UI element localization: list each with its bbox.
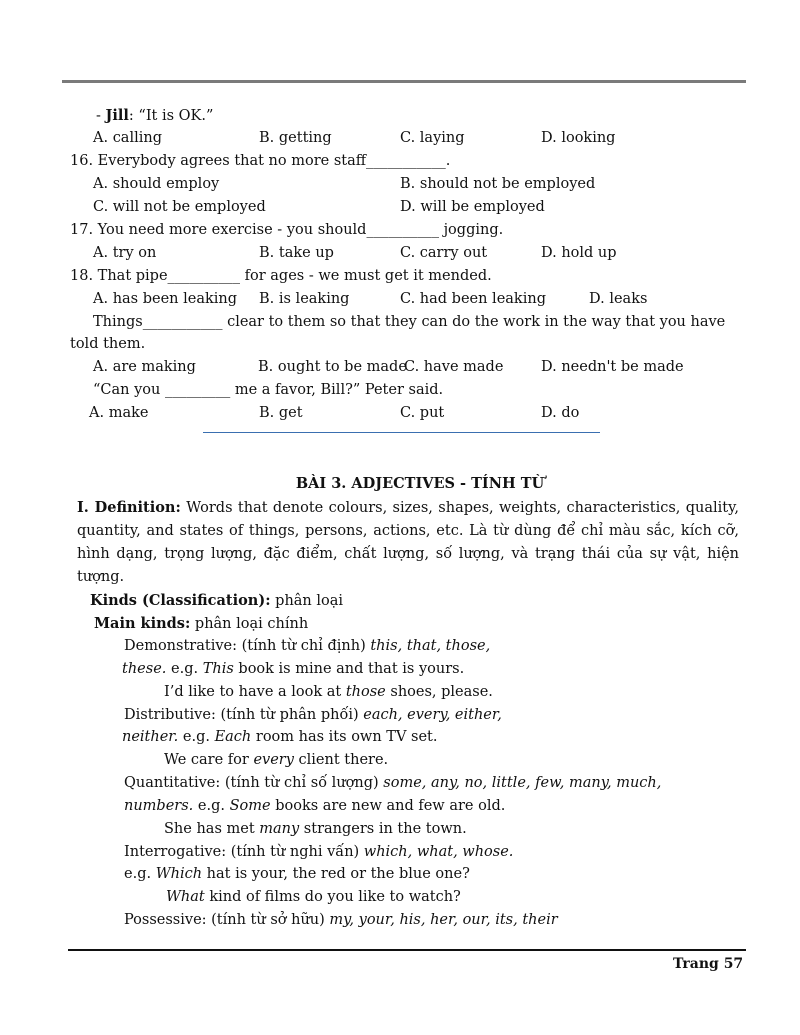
page-number: Trang 57 xyxy=(673,956,744,972)
q17-option-d: D. hold up xyxy=(541,245,617,261)
q20-option-d: D. do xyxy=(541,405,580,421)
q19-stem-line1: Things___________ clear to them so that they can do the work in the way that you have xyxy=(93,314,726,330)
main-kinds-heading xyxy=(94,612,308,636)
example-keyword: Each xyxy=(214,729,252,745)
demonstrative-words-cont: these. xyxy=(122,661,167,677)
main-kinds-label: Main kinds: xyxy=(94,615,191,632)
q15-option-a: A. calling xyxy=(93,130,162,146)
example-text: client there. xyxy=(293,752,389,768)
q18-option-a: A. has been leaking xyxy=(93,291,238,307)
possessive-label: Possessive: (tính từ sở hữu) xyxy=(124,912,330,928)
section-title: BÀI 3. ADJECTIVES - TÍNH TỪ xyxy=(295,475,545,492)
q16-option-b: B. should not be employed xyxy=(400,176,596,192)
q19-option-a: A. are making xyxy=(93,359,196,375)
interrogative-example-2 xyxy=(166,886,461,909)
q15-option-b: B. getting xyxy=(259,130,332,146)
q15-reply: - Jill: “It is OK.” xyxy=(96,107,214,124)
q17-option-c: C. carry out xyxy=(400,245,488,261)
q17-option-a: A. try on xyxy=(93,245,157,261)
possessive-definition xyxy=(124,909,558,932)
demonstrative-label: Demonstrative: (tính từ chỉ định) xyxy=(124,638,371,654)
distributive-definition xyxy=(124,704,502,727)
example-keyword: Which xyxy=(155,866,203,882)
distributive-example-1 xyxy=(122,726,438,749)
q15-option-c: C. laying xyxy=(400,130,465,146)
q16-stem: 16. Everybody agrees that no more staff___________. xyxy=(70,153,451,169)
demonstrative-example-2 xyxy=(164,681,493,704)
q15-speaker: Jill xyxy=(105,107,129,124)
eg-label: e.g. xyxy=(166,661,203,677)
example-text: books are new and few are old. xyxy=(270,798,506,814)
header-rule xyxy=(62,80,746,83)
q15-reply-text: : “It is OK.” xyxy=(128,108,214,124)
interrogative-definition xyxy=(124,841,513,864)
kinds-label: Kinds (Classification): xyxy=(90,592,271,609)
possessive-words: my, your, his, her, our, its, their xyxy=(329,912,558,928)
eg-label: e.g. xyxy=(178,729,215,745)
quantitative-label: Quantitative: (tính từ chỉ số lượng) xyxy=(124,775,384,791)
distributive-words-cont: neither. xyxy=(122,729,179,745)
example-text: We care for xyxy=(164,752,254,768)
footer-rule xyxy=(68,949,746,951)
q20-stem: “Can you _________ me a favor, Bill?” Peter said. xyxy=(93,382,444,398)
q17-option-b: B. take up xyxy=(259,245,334,261)
q19-option-c: C. have made xyxy=(404,359,504,375)
q20-option-c: C. put xyxy=(400,405,445,421)
example-text: I’d like to have a look at xyxy=(164,684,346,700)
q18-stem: 18. That pipe__________ for ages - we must get it mended. xyxy=(70,268,492,284)
example-text: book is mine and that is yours. xyxy=(233,661,465,677)
example-keyword: those xyxy=(345,684,386,700)
demonstrative-definition xyxy=(124,635,490,658)
q19-option-b: B. ought to be made xyxy=(258,359,407,375)
q20-option-a: A. make xyxy=(89,405,149,421)
quantitative-words: some, any, no, little, few, many, much, xyxy=(383,775,662,791)
quantitative-words-cont: numbers. xyxy=(124,798,194,814)
interrogative-example-1 xyxy=(124,863,470,886)
distributive-label: Distributive: (tính từ phân phối) xyxy=(124,707,364,723)
quantitative-definition xyxy=(124,772,661,795)
quantitative-example-2 xyxy=(164,818,467,841)
definition-text: Words that denote colours, sizes, shapes, weights, characteristics, quality, quantity, and states of things, persons, actions, etc. Là từ dùng để chỉ màu sắc, kích cỡ, hình dạng, trọng lượng, đặc điểm, chất lượng, số lượng, và trạng thái của sự vật, hiện tượng. xyxy=(77,500,740,585)
example-text: hat is your, the red or the blue one? xyxy=(202,866,470,882)
example-keyword: Some xyxy=(229,798,271,814)
interrogative-label: Interrogative: (tính từ nghi vấn) xyxy=(124,844,364,860)
kinds-text: phân loại xyxy=(270,593,344,609)
q19-option-d: D. needn't be made xyxy=(541,359,684,375)
main-kinds-text: phân loại chính xyxy=(190,616,309,632)
demonstrative-example-1 xyxy=(122,658,464,681)
section-divider xyxy=(203,432,600,433)
definition-paragraph xyxy=(77,496,739,589)
example-text: strangers in the town. xyxy=(299,821,467,837)
example-keyword: many xyxy=(259,821,300,837)
q18-option-b: B. is leaking xyxy=(259,291,350,307)
quantitative-example-1 xyxy=(124,795,505,818)
example-keyword: every xyxy=(253,752,294,768)
eg-label: e.g. xyxy=(193,798,230,814)
distributive-words: each, every, either, xyxy=(363,707,502,723)
definition-label: I. Definition: xyxy=(77,499,181,516)
example-keyword: What xyxy=(166,889,205,905)
q16-option-c: C. will not be employed xyxy=(93,199,266,215)
example-text: shoes, please. xyxy=(385,684,493,700)
example-text: kind of films do you like to watch? xyxy=(204,889,461,905)
interrogative-words: which, what, whose. xyxy=(363,844,514,860)
q19-stem-line2: told them. xyxy=(70,336,146,352)
q18-option-d: D. leaks xyxy=(589,291,648,307)
q16-option-d: D. will be employed xyxy=(400,199,545,215)
demonstrative-words: this, that, those, xyxy=(370,638,491,654)
distributive-example-2 xyxy=(164,749,388,772)
kinds-heading xyxy=(90,589,343,613)
q16-option-a: A. should employ xyxy=(93,176,220,192)
eg-label: e.g. xyxy=(124,866,156,882)
q18-option-c: C. had been leaking xyxy=(400,291,546,307)
example-text: She has met xyxy=(164,821,260,837)
q20-option-b: B. get xyxy=(259,405,303,421)
q17-stem: 17. You need more exercise - you should__________ jogging. xyxy=(70,222,504,238)
example-text: room has its own TV set. xyxy=(251,729,438,745)
example-keyword: This xyxy=(202,661,234,677)
q15-option-d: D. looking xyxy=(541,130,616,146)
